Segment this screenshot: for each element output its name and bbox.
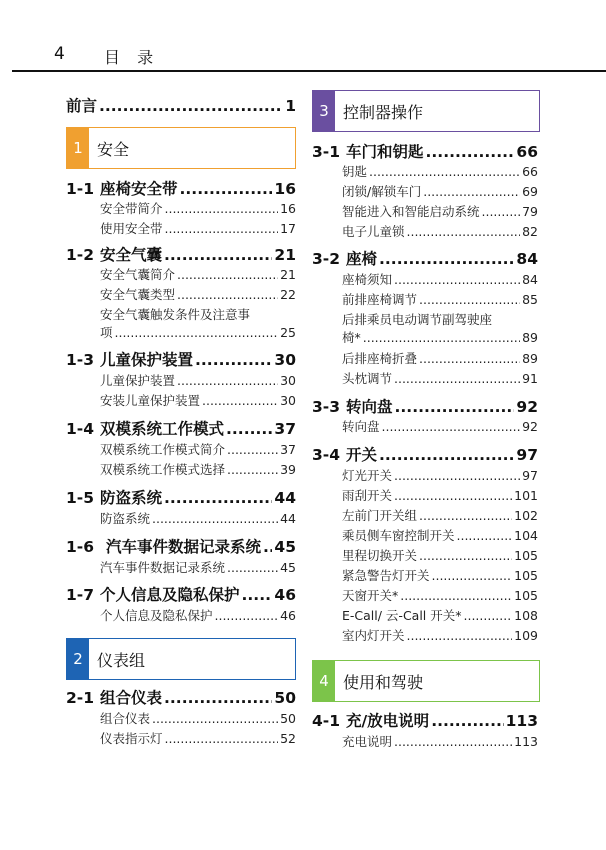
- leader-dots: [482, 204, 521, 219]
- entry-page: 84: [516, 250, 538, 268]
- leader-dots: [242, 586, 273, 604]
- toc-subentry[interactable]: [100, 371, 296, 387]
- entry-title: 紧急警告灯开关: [342, 568, 430, 583]
- entry-title: 汽车事件数据记录系统: [106, 538, 262, 556]
- toc-subentry[interactable]: [100, 709, 296, 725]
- leader-dots: [419, 508, 512, 523]
- leader-dots: [165, 731, 279, 746]
- section-title: 仪表组: [89, 639, 295, 679]
- toc-subentry[interactable]: [342, 270, 538, 286]
- entry-title: 后排座椅折叠: [342, 351, 418, 366]
- entry-page: 30: [280, 393, 296, 408]
- entry-title: 安装儿童保护装置: [100, 393, 201, 408]
- leader-dots: [400, 588, 512, 603]
- section-number-badge: 4: [313, 661, 335, 701]
- page-number: 4: [54, 44, 65, 64]
- entry-title: 汽车事件数据记录系统: [100, 560, 226, 575]
- toc-entry-1-2[interactable]: [66, 243, 296, 263]
- entry-title: 座椅: [346, 250, 378, 268]
- entry-number: 1-7: [66, 586, 95, 604]
- entry-title: 智能进入和智能启动系统: [342, 204, 480, 219]
- leader-dots: [419, 351, 520, 366]
- section-4-box[interactable]: [312, 660, 540, 702]
- leader-dots: [195, 351, 272, 369]
- entry-title: 灯光开关: [342, 468, 393, 483]
- leader-dots: [394, 734, 512, 749]
- entry-title: 里程切换开关: [342, 548, 418, 563]
- leader-dots: [227, 462, 278, 477]
- entry-title: 充电说明: [342, 734, 393, 749]
- entry-number: 2-1: [66, 689, 95, 707]
- toc-subentry[interactable]: [100, 219, 296, 235]
- entry-title: 个人信息及隐私保护: [100, 608, 213, 623]
- entry-title: 双模系统工作模式简介: [100, 442, 226, 457]
- leader-dots: [164, 489, 272, 507]
- entry-title: 组合仪表: [100, 711, 151, 726]
- entry-page: 113: [505, 712, 538, 730]
- entry-number: 1-2: [66, 246, 95, 264]
- toc-entry-1-6[interactable]: [66, 535, 296, 555]
- leader-dots: [177, 287, 278, 302]
- entry-title: 安全气囊简介: [100, 267, 176, 282]
- entry-number: 1-4: [66, 420, 95, 438]
- toc-entry-1-7[interactable]: [66, 583, 296, 603]
- entry-number: 3-1: [312, 143, 341, 161]
- entry-page: 50: [280, 711, 296, 726]
- page-title: 目 录: [104, 48, 160, 67]
- leader-dots: [363, 330, 520, 345]
- entry-title: 双模系统工作模式选择: [100, 462, 226, 477]
- entry-title: 安全气囊触发条件及注意事: [100, 307, 251, 322]
- entry-page: 104: [514, 528, 538, 543]
- entry-title: 儿童保护装置: [100, 373, 176, 388]
- leader-dots: [152, 711, 278, 726]
- entry-page: 105: [514, 588, 538, 603]
- section-number-badge: 1: [67, 128, 89, 168]
- entry-page: 108: [514, 608, 538, 623]
- entry-title: E-Call/ 云-Call 开关*: [342, 608, 462, 623]
- entry-title-continued: 项: [100, 325, 113, 340]
- toc-subentry[interactable]: [100, 265, 296, 281]
- leader-dots: [177, 267, 278, 282]
- leader-dots: [431, 712, 503, 730]
- section-title: 安全: [89, 128, 295, 168]
- page-header: [0, 0, 606, 76]
- section-1-box[interactable]: [66, 127, 296, 169]
- entry-title: 左前门开关组: [342, 508, 418, 523]
- toc-subentry[interactable]: [342, 566, 538, 582]
- entry-title: 防盗系统: [100, 511, 151, 526]
- toc-entry-1-1[interactable]: [66, 177, 296, 197]
- leader-dots: [164, 689, 272, 707]
- entry-page: 30: [280, 373, 296, 388]
- section-3-box[interactable]: [312, 90, 540, 132]
- leader-dots: [423, 184, 520, 199]
- entry-title: 电子儿童锁: [342, 224, 405, 239]
- leader-dots: [115, 325, 279, 340]
- leader-dots: [227, 560, 278, 575]
- entry-page: 109: [514, 628, 538, 643]
- toc-subentry-wrapped[interactable]: [100, 305, 296, 339]
- entry-title: 安全带简介: [100, 201, 163, 216]
- toc-entry-4-1[interactable]: [312, 709, 538, 729]
- entry-title: 仪表指示灯: [100, 731, 163, 746]
- leader-dots: [407, 224, 521, 239]
- toc-subentry[interactable]: [100, 729, 296, 745]
- section-number-badge: 3: [313, 91, 335, 131]
- entry-page: 25: [280, 325, 296, 340]
- entry-page: 17: [280, 221, 296, 236]
- entry-number: 4-1: [312, 712, 341, 730]
- toc-subentry[interactable]: [342, 162, 538, 178]
- leader-dots: [394, 371, 520, 386]
- toc-subentry[interactable]: [100, 606, 296, 622]
- entry-page: 97: [522, 468, 538, 483]
- entry-page: 101: [514, 488, 538, 503]
- toc-subentry[interactable]: [100, 509, 296, 525]
- entry-title: 车门和钥匙: [346, 143, 424, 161]
- toc-subentry[interactable]: [342, 526, 538, 542]
- entry-number: 1-6: [66, 538, 95, 556]
- entry-title: 充/放电说明: [346, 712, 430, 730]
- leader-dots: [379, 446, 514, 464]
- entry-number: 3-2: [312, 250, 341, 268]
- leader-dots: [165, 221, 279, 236]
- toc-subentry[interactable]: [342, 417, 538, 433]
- leader-dots: [395, 398, 515, 416]
- entry-page: 45: [280, 560, 296, 575]
- header-rule: [12, 70, 606, 72]
- entry-page: 44: [274, 489, 296, 507]
- leader-dots: [379, 250, 514, 268]
- entry-page: 85: [522, 292, 538, 307]
- toc-subentry[interactable]: [342, 369, 538, 385]
- entry-title: 防盗系统: [100, 489, 163, 507]
- entry-title: 前排座椅调节: [342, 292, 418, 307]
- section-number-badge: 2: [67, 639, 89, 679]
- toc-subentry[interactable]: [100, 391, 296, 407]
- leader-dots: [164, 246, 272, 264]
- toc-subentry[interactable]: [342, 506, 538, 522]
- leader-dots: [426, 143, 515, 161]
- entry-page: 16: [274, 180, 296, 198]
- entry-page: 50: [274, 689, 296, 707]
- toc-subentry[interactable]: [100, 440, 296, 456]
- toc-entry-1-4[interactable]: [66, 417, 296, 437]
- leader-dots: [394, 468, 520, 483]
- toc-subentry[interactable]: [342, 486, 538, 502]
- entry-title: 安全气囊类型: [100, 287, 176, 302]
- leader-dots: [227, 442, 278, 457]
- toc-subentry[interactable]: [342, 222, 538, 238]
- section-title: 使用和驾驶: [335, 661, 539, 701]
- leader-dots: [457, 528, 513, 543]
- entry-page: 1: [285, 97, 296, 115]
- toc-subentry[interactable]: [342, 182, 538, 198]
- leader-dots: [226, 420, 272, 438]
- toc-subentry[interactable]: [342, 732, 538, 748]
- entry-page: 21: [274, 246, 296, 264]
- entry-page: 66: [516, 143, 538, 161]
- toc-subentry[interactable]: [342, 586, 538, 602]
- entry-page: 37: [274, 420, 296, 438]
- leader-dots: [177, 373, 278, 388]
- leader-dots: [165, 201, 279, 216]
- leader-dots: [394, 488, 512, 503]
- leader-dots: [202, 393, 278, 408]
- entry-number: 1-3: [66, 351, 95, 369]
- toc-subentry[interactable]: [100, 285, 296, 301]
- entry-page: 113: [514, 734, 538, 749]
- entry-page: 45: [274, 538, 296, 556]
- entry-number: 1-1: [66, 180, 95, 198]
- toc-subentry[interactable]: [342, 466, 538, 482]
- leader-dots: [152, 511, 278, 526]
- entry-number: 3-4: [312, 446, 341, 464]
- toc-subentry[interactable]: [342, 290, 538, 306]
- leader-dots: [464, 608, 513, 623]
- entry-page: 39: [280, 462, 296, 477]
- leader-dots: [394, 272, 520, 287]
- toc-entry-1-5[interactable]: [66, 486, 296, 506]
- toc-subentry[interactable]: [342, 349, 538, 365]
- toc-entry-3-4[interactable]: [312, 443, 538, 463]
- section-2-box[interactable]: [66, 638, 296, 680]
- entry-number: 3-3: [312, 398, 341, 416]
- toc-subentry[interactable]: [342, 202, 538, 218]
- section-title: 控制器操作: [335, 91, 539, 131]
- entry-page: 92: [522, 419, 538, 434]
- toc-entry-3-2[interactable]: [312, 247, 538, 267]
- entry-page: 89: [522, 351, 538, 366]
- entry-page: 30: [274, 351, 296, 369]
- leader-dots: [215, 608, 279, 623]
- entry-title: 室内灯开关: [342, 628, 405, 643]
- entry-title: 个人信息及隐私保护: [100, 586, 240, 604]
- entry-title: 后排乘员电动调节副驾驶座: [342, 312, 493, 327]
- toc-subentry[interactable]: [342, 546, 538, 562]
- entry-title: 乘员侧车窗控制开关: [342, 528, 455, 543]
- entry-title: 前言: [66, 97, 98, 115]
- leader-dots: [419, 548, 512, 563]
- entry-page: 37: [280, 442, 296, 457]
- toc-subentry[interactable]: [100, 460, 296, 476]
- entry-page: 82: [522, 224, 538, 239]
- entry-page: 52: [280, 731, 296, 746]
- entry-title: 头枕调节: [342, 371, 393, 386]
- entry-page: 97: [516, 446, 538, 464]
- toc-subentry[interactable]: [100, 199, 296, 215]
- leader-dots: [382, 419, 521, 434]
- leader-dots: [369, 164, 520, 179]
- entry-title: 转向盘: [346, 398, 393, 416]
- entry-page: 69: [522, 184, 538, 199]
- entry-title: 雨刮开关: [342, 488, 393, 503]
- entry-title: 双模系统工作模式: [100, 420, 225, 438]
- entry-page: 105: [514, 568, 538, 583]
- entry-page: 91: [522, 371, 538, 386]
- entry-page: 46: [280, 608, 296, 623]
- entry-number: 1-5: [66, 489, 95, 507]
- toc-entry-2-1[interactable]: [66, 686, 296, 706]
- entry-page: 84: [522, 272, 538, 287]
- entry-page: 21: [280, 267, 296, 282]
- entry-title: 天窗开关*: [342, 588, 399, 603]
- entry-title: 安全气囊: [100, 246, 163, 264]
- entry-title: 开关: [346, 446, 378, 464]
- entry-page: 46: [274, 586, 296, 604]
- entry-page: 22: [280, 287, 296, 302]
- leader-dots: [99, 97, 283, 115]
- leader-dots: [407, 628, 513, 643]
- toc-entry-3-1[interactable]: [312, 140, 538, 160]
- leader-dots: [419, 292, 520, 307]
- toc-entry-3-3[interactable]: [312, 395, 538, 415]
- toc-subentry[interactable]: [342, 626, 538, 642]
- toc-subentry[interactable]: [342, 606, 538, 622]
- leader-dots: [263, 538, 272, 556]
- entry-page: 16: [280, 201, 296, 216]
- entry-title: 使用安全带: [100, 221, 163, 236]
- entry-page: 66: [522, 164, 538, 179]
- entry-title: 闭锁/解锁车门: [342, 184, 422, 199]
- entry-page: 44: [280, 511, 296, 526]
- entry-title: 儿童保护装置: [100, 351, 194, 369]
- entry-page: 92: [516, 398, 538, 416]
- entry-title: 座椅须知: [342, 272, 393, 287]
- toc-subentry[interactable]: [100, 558, 296, 574]
- entry-title-continued: 椅*: [342, 330, 361, 345]
- entry-title: 转向盘: [342, 419, 380, 434]
- leader-dots: [432, 568, 513, 583]
- toc-subentry-wrapped[interactable]: [342, 310, 538, 344]
- entry-page: 105: [514, 548, 538, 563]
- entry-title: 座椅安全带: [100, 180, 178, 198]
- toc-entry-preface[interactable]: [66, 94, 296, 114]
- entry-page: 79: [522, 204, 538, 219]
- entry-page: 102: [514, 508, 538, 523]
- toc-entry-1-3[interactable]: [66, 348, 296, 368]
- entry-title: 组合仪表: [100, 689, 163, 707]
- leader-dots: [180, 180, 273, 198]
- entry-title: 钥匙: [342, 164, 368, 179]
- entry-page: 89: [522, 330, 538, 345]
